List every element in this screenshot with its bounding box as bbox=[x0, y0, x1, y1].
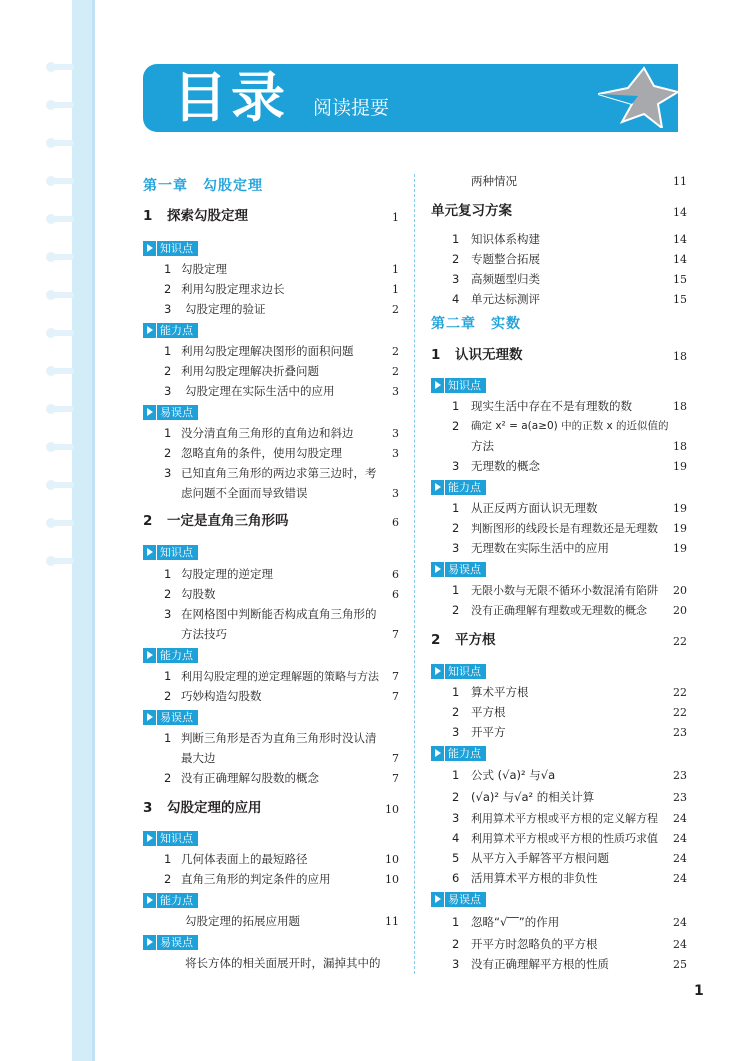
page-title: 目录 bbox=[173, 66, 289, 129]
tag-ability: 能力点 bbox=[431, 480, 486, 495]
section-page: 1 bbox=[392, 211, 399, 224]
binder-ring-icon bbox=[46, 178, 74, 184]
binder-ring-icon bbox=[46, 292, 74, 298]
binder-ring-icon bbox=[46, 444, 74, 450]
binder-ring-icon bbox=[46, 520, 74, 526]
tag-mistake: 易误点 bbox=[431, 892, 486, 907]
tag-mistake: 易误点 bbox=[143, 710, 198, 725]
page-subtitle: 阅读提要 bbox=[313, 97, 390, 119]
binder-ring-icon bbox=[46, 558, 74, 564]
binder-ring-icon bbox=[46, 140, 74, 146]
binder-ring-icon bbox=[46, 102, 74, 108]
column-divider bbox=[414, 174, 415, 974]
tag-ability: 能力点 bbox=[143, 648, 198, 663]
tag-knowledge: 知识点 bbox=[143, 545, 198, 560]
binder-ring-icon bbox=[46, 482, 74, 488]
chapter-heading: 第二章 实数 bbox=[431, 316, 521, 332]
tag-ability: 能力点 bbox=[143, 893, 198, 908]
star-icon bbox=[598, 66, 678, 128]
tag-knowledge: 知识点 bbox=[143, 241, 198, 256]
binder-ring-icon bbox=[46, 406, 74, 412]
binder-ring-icon bbox=[46, 216, 74, 222]
tag-knowledge: 知识点 bbox=[431, 378, 486, 393]
binder-ring-icon bbox=[46, 64, 74, 70]
tag-ability: 能力点 bbox=[143, 323, 198, 338]
binder-ring-icon bbox=[46, 330, 74, 336]
section-title: 探索勾股定理 bbox=[167, 208, 248, 224]
binder-ring-icon bbox=[46, 368, 74, 374]
spine-strip bbox=[72, 0, 94, 1061]
section-number: 1 bbox=[143, 208, 153, 224]
tag-mistake: 易误点 bbox=[143, 935, 198, 950]
binder-ring-icon bbox=[46, 254, 74, 260]
spine-edge bbox=[92, 0, 95, 1061]
tag-knowledge: 知识点 bbox=[431, 664, 486, 679]
tag-knowledge: 知识点 bbox=[143, 831, 198, 846]
tag-mistake: 易误点 bbox=[143, 405, 198, 420]
page-number: 1 bbox=[694, 983, 704, 999]
tag-mistake: 易误点 bbox=[431, 562, 486, 577]
tag-ability: 能力点 bbox=[431, 746, 486, 761]
chapter-heading: 第一章 勾股定理 bbox=[143, 178, 263, 194]
